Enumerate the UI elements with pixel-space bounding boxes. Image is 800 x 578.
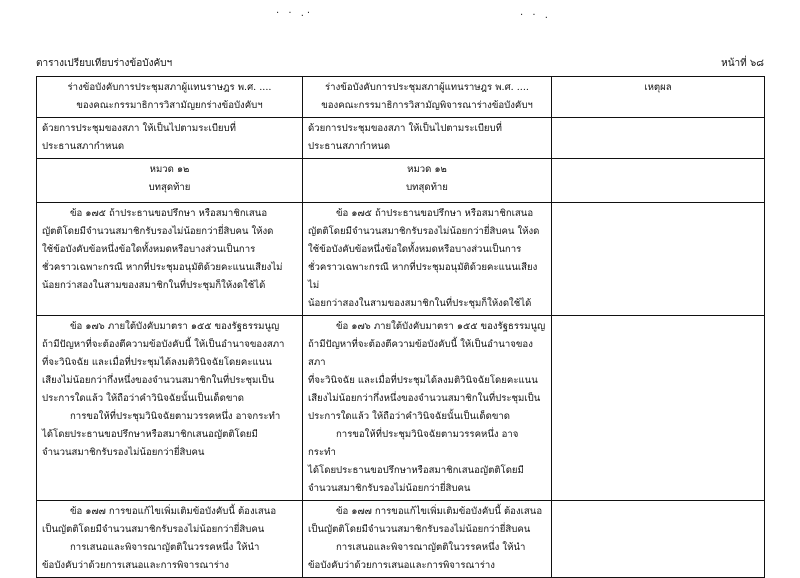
text-line: ถ้ามีปัญหาที่จะต้องตีความข้อบังคับนี้ ให้เป็นอำนาจของสภา <box>308 339 533 368</box>
cell-reason <box>552 203 765 316</box>
column-header-line: ร่างข้อบังคับการประชุมสภาผู้แทนราษฎร พ.ศ. .... <box>67 82 272 93</box>
text-line: ข้อ ๑๗๖ ภายใต้บังคับมาตรา ๑๕๕ ของรัฐธรรมนูญ <box>336 321 546 332</box>
cell-revised <box>303 203 552 316</box>
text-line: เสียงไม่น้อยกว่ากึ่งหนึ่งของจำนวนสมาชิกในที่ประชุมเป็น <box>42 375 275 386</box>
text-line: การขอให้ที่ประชุมวินิจฉัยตามวรรคหนึ่ง อาจกระทำ <box>308 429 519 458</box>
cell-reason <box>552 159 765 203</box>
cell-revised <box>303 316 552 501</box>
column-header-line: ร่างข้อบังคับการประชุมสภาผู้แทนราษฎร พ.ศ. .... <box>325 82 529 93</box>
column-header-line: เหตุผล <box>644 82 672 93</box>
cell-draft <box>37 501 303 578</box>
text-line: ด้วยการประชุมของสภา ให้เป็นไปตามระเบียบที่ <box>308 123 502 134</box>
text-line: ได้โดยประธานขอปรึกษาหรือสมาชิกเสนอญัตติโดยมี <box>42 429 258 440</box>
text-line: เป็นญัตติโดยมีจำนวนสมาชิกรับรองไม่น้อยกว่ายี่สิบคน <box>308 524 531 535</box>
text-line: ชั่วคราวเฉพาะกรณี หากที่ประชุมอนุมัติด้วยคะแนนเสียงไม่ <box>42 262 283 273</box>
table-row <box>37 501 765 578</box>
text-line: ข้อ ๑๗๖ ภายใต้บังคับมาตรา ๑๕๕ ของรัฐธรรมนูญ <box>70 321 280 332</box>
chapter-title: บทสุดท้าย <box>148 182 191 193</box>
text-line: เป็นญัตติโดยมีจำนวนสมาชิกรับรองไม่น้อยกว่ายี่สิบคน <box>42 524 265 535</box>
text-line: จำนวนสมาชิกรับรองไม่น้อยกว่ายี่สิบคน <box>308 483 471 494</box>
text-line: ข้อบังคับว่าด้วยการเสนอและการพิจารณาร่าง <box>42 560 229 571</box>
table-row <box>37 118 765 159</box>
chapter-title: บทสุดท้าย <box>406 182 448 193</box>
chapter-number: หมวด ๑๒ <box>149 164 190 175</box>
text-line: จำนวนสมาชิกรับรองไม่น้อยกว่ายี่สิบคน <box>42 447 205 458</box>
text-line: การขอให้ที่ประชุมวินิจฉัยตามวรรคหนึ่ง อาจกระทำ <box>70 411 281 422</box>
text-line: เสียงไม่น้อยกว่ากึ่งหนึ่งของจำนวนสมาชิกในที่ประชุมเป็น <box>308 393 541 404</box>
chapter-number: หมวด ๑๒ <box>407 164 447 175</box>
table-row <box>37 203 765 316</box>
cell-revised <box>303 159 552 203</box>
comparison-table <box>36 76 765 578</box>
text-line: ข้อบังคับว่าด้วยการเสนอและการพิจารณาร่าง <box>308 560 495 571</box>
text-line: ประการใดแล้ว ให้ถือว่าคำวินิจฉัยนั้นเป็นเด็ดขาด <box>308 411 510 422</box>
cell-draft <box>37 203 303 316</box>
text-line: ได้โดยประธานขอปรึกษาหรือสมาชิกเสนอญัตติโดยมี <box>308 465 524 476</box>
cell-revised <box>303 118 552 159</box>
column-header-line: ของคณะกรรมาธิการวิสามัญยกร่างข้อบังคับฯ <box>76 100 263 111</box>
table-row-chapter <box>37 159 765 203</box>
text-line: ข้อ ๑๗๗ การขอแก้ไขเพิ่มเติมข้อบังคับนี้ ต้องเสนอ <box>70 506 277 517</box>
text-line: ข้อ ๑๗๕ ถ้าประธานขอปรึกษา หรือสมาชิกเสนอ <box>70 208 268 219</box>
text-line: ด้วยการประชุมของสภา ให้เป็นไปตามระเบียบที่ <box>42 123 236 134</box>
text-line: ประธานสภากำหนด <box>42 141 125 152</box>
text-line: ญัตติโดยมีจำนวนสมาชิกรับรองไม่น้อยกว่ายี่สิบคน ให้งด <box>42 226 274 237</box>
cell-reason <box>552 118 765 159</box>
column-header-revised <box>303 77 552 118</box>
cell-reason <box>552 316 765 501</box>
cell-reason <box>552 501 765 578</box>
cell-draft <box>37 159 303 203</box>
column-header-draft <box>37 77 303 118</box>
column-header-line: ของคณะกรรมาธิการวิสามัญพิจารณาร่างข้อบังคับฯ <box>321 100 533 111</box>
text-line: ใช้ข้อบังคับข้อหนึ่งข้อใดทั้งหมดหรือบางส่วนเป็นการ <box>42 244 256 255</box>
text-line: น้อยกว่าสองในสามของสมาชิกในที่ประชุมก็ให้งดใช้ได้ <box>42 280 266 291</box>
text-line: ญัตติโดยมีจำนวนสมาชิกรับรองไม่น้อยกว่ายี่สิบคน ให้งด <box>308 226 540 237</box>
table-header-row <box>37 77 765 118</box>
cell-draft <box>37 118 303 159</box>
page-number: หน้าที่ ๖๘ <box>721 58 764 69</box>
text-line: ที่จะวินิจฉัย และเมื่อที่ประชุมได้ลงมติวินิจฉัยโดยคะแนน <box>308 375 538 386</box>
cell-draft <box>37 316 303 501</box>
text-line: ชั่วคราวเฉพาะกรณี หากที่ประชุมอนุมัติด้วยคะแนนเสียงไม่ <box>308 262 538 291</box>
text-line: ถ้ามีปัญหาที่จะต้องตีความข้อบังคับนี้ ให้เป็นอำนาจของสภา <box>42 339 285 350</box>
scan-mark-left: · · .· <box>276 8 314 19</box>
table-row <box>37 316 765 501</box>
cell-revised <box>303 501 552 578</box>
text-line: การเสนอและพิจารณาญัตติในวรรคหนึ่ง ให้นำ <box>70 542 260 553</box>
document-title: ตารางเปรียบเทียบร่างข้อบังคับฯ <box>36 58 173 69</box>
text-line: น้อยกว่าสองในสามของสมาชิกในที่ประชุมก็ให้งดใช้ได้ <box>308 298 532 309</box>
text-line: การเสนอและพิจารณาญัตติในวรรคหนึ่ง ให้นำ <box>336 542 526 553</box>
text-line: ข้อ ๑๗๕ ถ้าประธานขอปรึกษา หรือสมาชิกเสนอ <box>336 208 534 219</box>
text-line: ประการใดแล้ว ให้ถือว่าคำวินิจฉัยนั้นเป็นเด็ดขาด <box>42 393 244 404</box>
text-line: ประธานสภากำหนด <box>308 141 391 152</box>
text-line: ใช้ข้อบังคับข้อหนึ่งข้อใดทั้งหมดหรือบางส่วนเป็นการ <box>308 244 522 255</box>
text-line: ข้อ ๑๗๗ การขอแก้ไขเพิ่มเติมข้อบังคับนี้ ต้องเสนอ <box>336 506 543 517</box>
scan-mark-right: · · . <box>520 10 551 21</box>
text-line: ที่จะวินิจฉัย และเมื่อที่ประชุมได้ลงมติวินิจฉัยโดยคะแนน <box>42 357 272 368</box>
column-header-reason <box>552 77 765 118</box>
